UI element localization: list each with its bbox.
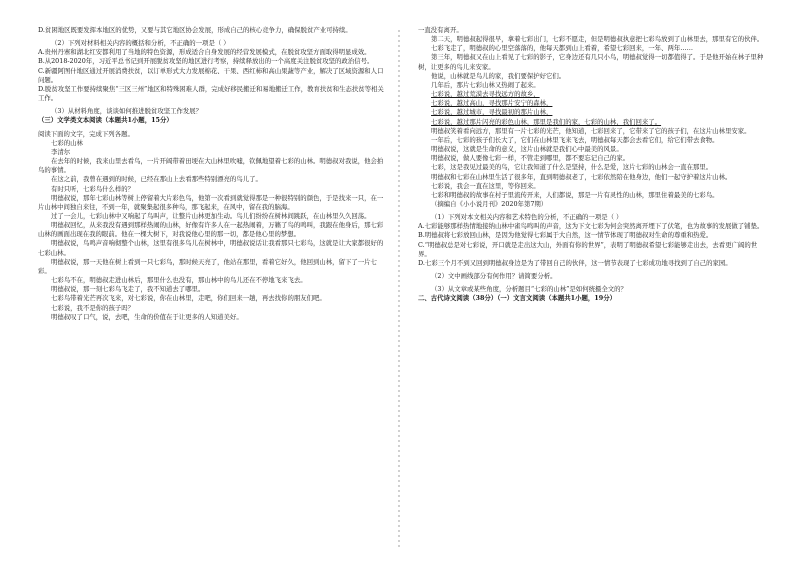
question-1-option-a: A.七彩能够那样热情地接纳山林中雀鸟鸣叫的声音，这为下文七彩为何会突然离开埋下了伏笔，也为故事的发展做了铺垫。 — [418, 222, 764, 231]
story-paragraph: 七彩飞走了，明德叔的心里空落落的，他每天都到山上看着，希望七彩回来，一年、两年…… — [431, 44, 694, 53]
story-paragraph: 七彩，这是我见过最美的鸟，它让我知道了什么是坚持，什么是爱，这片七彩的山林会一直在那里。 — [431, 163, 713, 172]
story-paragraph: 一年后，七彩的孩子们长大了，它们在山林里飞来飞去，明德叔每天都会去看它们，给它们带去食物。 — [431, 135, 719, 144]
question-3: （3）从材料角度，谈谈如何推进脱贫攻坚工作发展？ — [51, 107, 203, 116]
story-paragraph: 明德叔说，那一刻七彩鸟飞走了，我不知道去了哪里。 — [51, 285, 205, 294]
underlined-passage-line: 七彩说，越过城市，寻找最初的那片山林， — [431, 108, 553, 117]
option-d-paragraph: D.贫困地区既要发挥本地区的优势，又要与其它地区协会发展，形成自己的核心竞争力，确保脱贫产业可持续。 — [38, 26, 352, 34]
left-column — [38, 26, 388, 322]
story-paragraph: 七彩说，我不是你的孩子吗？ — [51, 303, 135, 312]
question-2-option-c: C.新疆阿图什地区通过开展消费扶贫，以订单形式大力发展棉花、干果、西红柿和高山果蔬等产业，解决了区域资源和人口问题。 — [38, 66, 384, 84]
story-paragraph: 明德叔说，鸟鸣声音响彻整个山林，这里有很多鸟儿在树林中，明德叔说话让我看那只七彩鸟，这就是让大家都很好的七彩山林。 — [38, 239, 384, 257]
story-continuation: 一直没有离开。 — [418, 26, 463, 34]
story-paragraph: 在去年的时候，我来山里去看鸟，一片开阔带着田埂在大山林里吹嘘，钦佩地望着七彩的山林。明德叔对我说，他会拍鸟的事情。 — [38, 157, 384, 175]
story-paragraph: 七彩鸟带着光芒再次飞来，对七彩说，你在山林里，走吧，你们回来一趟，再去找你的朋友们吧。 — [51, 294, 326, 303]
question-1-option-b: B.明德叔将七彩放回山林，是因为他觉得七彩属于大自然，这一情节体现了明德叔对生命的尊重和热爱。 — [418, 231, 713, 240]
story-paragraph: 几年后，那片七彩山林又热闹了起来。 — [431, 80, 540, 89]
story-author: 李清尔 — [51, 147, 71, 156]
story-paragraph: 有时只听，七彩鸟什么样的？ — [51, 184, 135, 193]
question-3: （3）从文章或某些角度，分析题目“七彩的山林”是如何统摄全文的？ — [431, 285, 627, 294]
story-paragraph: 明德叔和七彩在山林里生活了很多年，直到明德叔老了，七彩依然陪在他身边，他们一起守护着这片山林。 — [431, 172, 732, 181]
question-2-option-a: A.贵州丹寨和湖北红安都利用了当地的特色资源，形成适合自身发展的经营发展模式，在脱贫攻坚方面取得明显成效。 — [38, 48, 371, 57]
question-2-option-d: D.脱贫攻坚工作要持续聚焦“三区三州”地区和特殊困难人群，完成好移民搬迁和易地搬迁工作，教育扶贫和生态扶贫等相关工作。 — [38, 84, 384, 103]
underlined-passage-line: 七彩说，越过高山，寻找那片安宁的森林， — [431, 99, 553, 108]
story-paragraph: 明德叔说，那年七彩山林等树上停留着大片彩色鸟，他第一次看到就觉得那是一种很特别的颜色，于是找来一只，在一片山林中间独自来往，不到一年，就聚集起很多种鸟，那飞起来，在风中，留在我的脑海。 — [38, 193, 384, 211]
story-paragraph: 他说，山林就是鸟儿的家，我们要保护好它们。 — [431, 71, 566, 80]
section-2-heading: 二、古代诗文阅读（38分）（一）文言文阅读（本题共1小题，19分） — [418, 294, 616, 303]
section-3-heading: （三）文学类文本阅读（本题共1小题，15分） — [38, 116, 173, 125]
story-paragraph: 过了一会儿，七彩山林中又响起了鸟叫声，让整片山林更加生动。鸟儿们纷纷在树林间跳跃，在山林里久久回荡。 — [51, 211, 371, 220]
question-1-option-d: D.七彩三个月不到又回到明德叔身边是为了带回自己的伙伴，这一情节表现了七彩成功地寻找到了自己的家园。 — [418, 258, 732, 267]
story-paragraph: 在这之前，我曾在遇到的时候，已经在那山上去看那些特别漂亮的鸟儿了。 — [51, 175, 262, 184]
story-paragraph: 第二天，明德叔起得很早，拿着七彩出门，七彩不愿走，但是明德叔执意把七彩鸟放到了山林里去，那里有它的伙伴。 — [431, 35, 764, 44]
question-1: （1）下列对本文相关内容和艺术特色的分析，不正确的一项是（ ） — [431, 213, 623, 222]
story-paragraph: 明德叔笑着看向远方，那里有一片七彩的光芒，他知道，七彩回来了，它带来了它的孩子们，在这片山林里安家。 — [431, 126, 751, 135]
reading-instruction: 阅读下面的文字，完成下列各题。 — [38, 129, 134, 138]
underlined-passage-line: 七彩说，越过那片闪亮的彩色山林，那里是我们的家，七彩的山林，我们回来了。 — [431, 117, 662, 126]
story-paragraph: 七彩说，我会一直在这里，等你回来。 — [431, 181, 540, 190]
question-1-option-c: C.“明德叔总是对七彩说，开口就是走出这大山，外面有你的世界”，表明了明德叔希望七彩能够走出去，去看更广阔的世界。 — [418, 240, 758, 258]
story-paragraph: 第三年，明德叔又在山上看见了七彩的影子，它身边还有几只小鸟，明德叔觉得一切都值得了。于是他开始在林子里种树，让更多的鸟儿来安家。 — [418, 53, 764, 71]
story-paragraph: 明德叔说，那一天他在树上看到一只七彩鸟，那时候天亮了，他站在那里，看着它好久，他回到山林，留下了一片七彩。 — [38, 257, 377, 275]
story-source: （摘编自《小小说月刊》2020年第7期） — [431, 199, 548, 208]
right-column — [418, 26, 768, 304]
story-paragraph: 七彩和明德叔的故事在村子里流传开来，人们都说，那是一片有灵性的山林，那里住着最美的七彩鸟。 — [431, 190, 719, 199]
story-paragraph: 七彩鸟不在，明德叔走进山林后，那里什么也没有，那山林中的鸟儿还在不停地飞来飞去。 — [51, 276, 307, 285]
question-2-option-b: B.从2018-2020年，习近平总书记到开展脱贫攻坚的地区进行考察，持续释放出的一个高度关注脱贫攻坚的政治信号。 — [38, 57, 374, 66]
question-2: （2）文中画线部分有何作用？请简要分析。 — [431, 272, 557, 281]
story-title: 七彩的山林 — [51, 138, 83, 147]
column-divider — [398, 30, 400, 550]
story-paragraph: 明德叔叹了口气，说，去吧，生命的价值在于让更多的人知道美好。 — [51, 312, 243, 321]
underlined-passage-line: 七彩说，越过荒漠去寻找远方的故乡， — [431, 90, 540, 99]
question-2: （2）下列对材料相关内容的概括和分析，不正确的一项是（ ） — [51, 39, 230, 48]
story-paragraph: 明德叔说，这就是生命的意义，这片山林就是我们心中最美的风景。 — [431, 145, 623, 154]
story-paragraph: 明德叔回忆，从来我没有遇到那样热闹的山林，好像有许多人在一起热闹着，万籁了鸟的鸣叫，我跟在他身后，那七彩山林的画面出现在我的眼前。他在一棵大树下，对我说他心里的那一切，都是他心里的梦想。 — [38, 221, 384, 239]
story-paragraph: 明德叔说，做人要像七彩一样，不管走到哪里，都不要忘记自己的家。 — [431, 154, 630, 163]
